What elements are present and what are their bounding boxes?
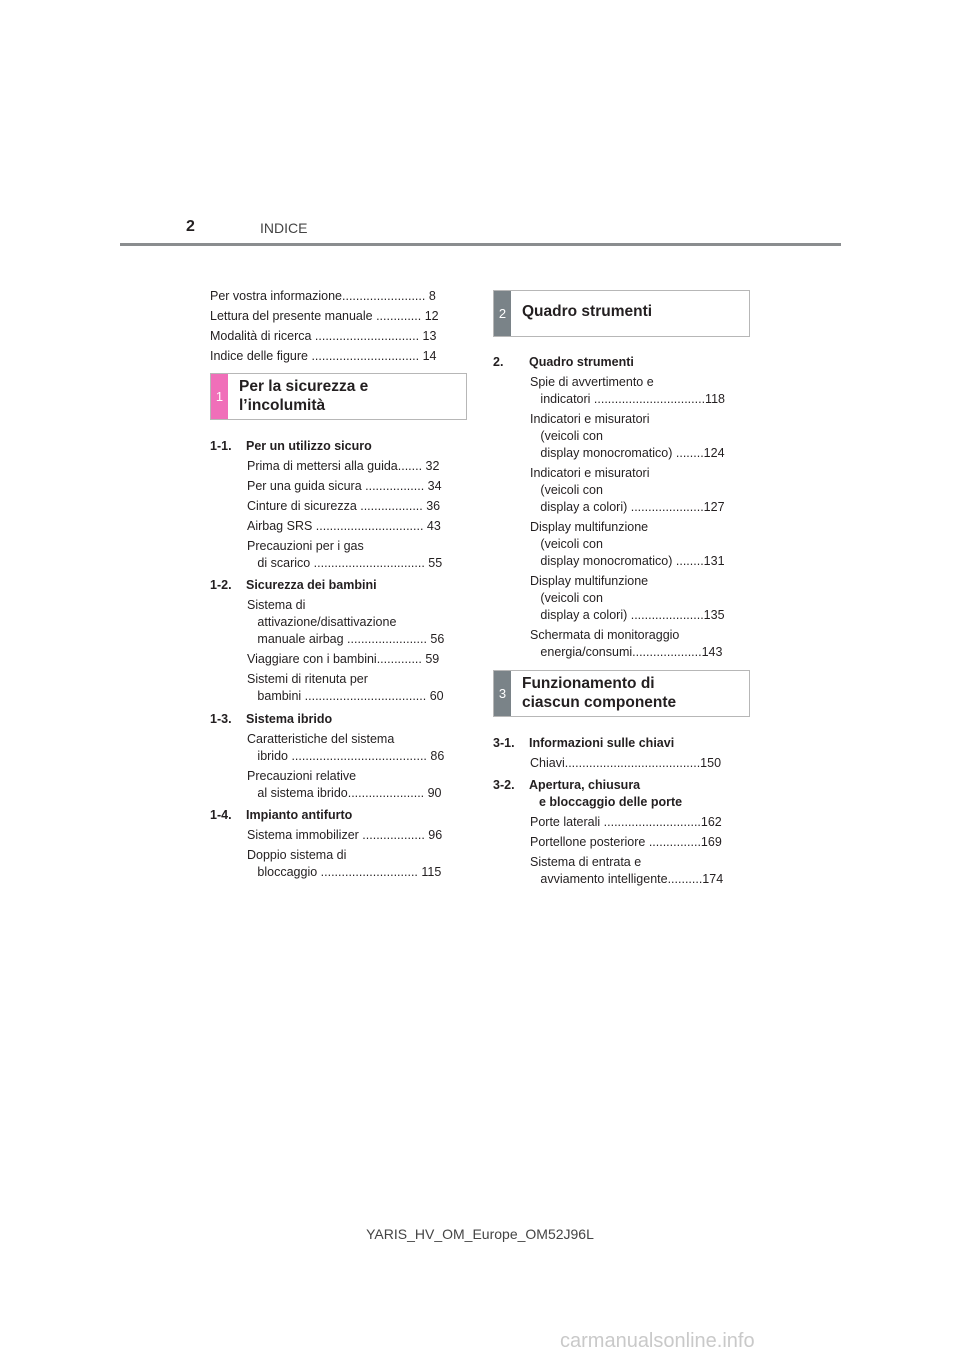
- toc-entry[interactable]: Lettura del presente manuale ............. 12: [210, 309, 439, 323]
- toc-entry[interactable]: Per una guida sicura ................. 34: [247, 479, 442, 493]
- section-number: 3-2.: [493, 778, 515, 792]
- toc-entry[interactable]: Display multifunzione: [530, 520, 649, 534]
- chapter-2-tab: 2: [494, 291, 511, 336]
- toc-entry[interactable]: Viaggiare con i bambini............. 59: [247, 652, 440, 666]
- chapter-2-box[interactable]: [493, 290, 750, 337]
- section-number: 1-3.: [210, 712, 232, 726]
- section-title: Per un utilizzo sicuro: [246, 439, 372, 453]
- header-rule: [120, 243, 841, 246]
- document-code: YARIS_HV_OM_Europe_OM52J96L: [366, 1226, 594, 1242]
- toc-entry[interactable]: display monocromatico) ........131: [530, 554, 725, 568]
- section-title: Impianto antifurto: [246, 808, 353, 822]
- toc-entry[interactable]: Schermata di monitoraggio: [530, 628, 680, 642]
- toc-entry[interactable]: Cinture di sicurezza .................. 36: [247, 499, 441, 513]
- toc-entry[interactable]: di scarico ................................ 55: [247, 556, 443, 570]
- toc-entry[interactable]: Sistema di: [247, 598, 306, 612]
- section-number: 3-1.: [493, 736, 515, 750]
- toc-entry[interactable]: Precauzioni per i gas: [247, 539, 364, 553]
- section-heading[interactable]: [210, 808, 352, 822]
- toc-entry[interactable]: Indice delle figure ............................... 14: [210, 349, 437, 363]
- section-number: 1-4.: [210, 808, 232, 822]
- toc-entry[interactable]: display monocromatico) ........124: [530, 446, 725, 460]
- toc-entry[interactable]: Indicatori e misuratori: [530, 466, 650, 480]
- chapter-1-title-line1: Per la sicurezza e: [239, 378, 369, 395]
- section-heading[interactable]: [493, 736, 674, 750]
- chapter-2-title: Quadro strumenti: [522, 303, 653, 320]
- toc-entry[interactable]: attivazione/disattivazione: [247, 615, 397, 629]
- toc-entry[interactable]: Airbag SRS ............................... 43: [247, 519, 441, 533]
- toc-entry[interactable]: display a colori) .....................135: [530, 608, 725, 622]
- toc-entry[interactable]: Sistema di entrata e: [530, 855, 642, 869]
- section-title: Informazioni sulle chiavi: [529, 736, 675, 750]
- toc-entry[interactable]: Indicatori e misuratori: [530, 412, 650, 426]
- section-heading[interactable]: [210, 439, 372, 453]
- toc-entry[interactable]: Modalità di ricerca .............................. 13: [210, 329, 437, 343]
- chapter-1-box[interactable]: [210, 373, 467, 420]
- toc-entry[interactable]: al sistema ibrido...................... 90: [247, 786, 442, 800]
- section-heading[interactable]: [210, 578, 377, 592]
- chapter-3-title-line2: ciascun componente: [522, 694, 677, 711]
- toc-entry[interactable]: avviamento intelligente..........174: [530, 872, 724, 886]
- toc-entry[interactable]: Spie di avvertimento e: [530, 375, 654, 389]
- chapter-3-title-line1: Funzionamento di: [522, 675, 655, 692]
- toc-entry[interactable]: Porte laterali ............................162: [530, 815, 722, 829]
- section-number: 2.: [493, 355, 504, 369]
- toc-entry[interactable]: Caratteristiche del sistema: [247, 732, 395, 746]
- toc-entry[interactable]: (veicoli con: [530, 537, 603, 551]
- section-number: 1-2.: [210, 578, 232, 592]
- toc-entry[interactable]: Sistema immobilizer .................. 96: [247, 828, 443, 842]
- chapter-3-tab: 3: [494, 671, 511, 716]
- toc-entry[interactable]: (veicoli con: [530, 483, 603, 497]
- toc-entry[interactable]: bambini ................................... 60: [247, 689, 444, 703]
- section-title-continued[interactable]: e bloccaggio delle porte: [539, 795, 683, 809]
- section-number: 1-1.: [210, 439, 232, 453]
- toc-entry[interactable]: (veicoli con: [530, 429, 603, 443]
- section-heading[interactable]: [493, 778, 640, 792]
- toc-entry[interactable]: Portellone posteriore ...............169: [530, 835, 722, 849]
- toc-entry[interactable]: Display multifunzione: [530, 574, 649, 588]
- toc-entry[interactable]: (veicoli con: [530, 591, 603, 605]
- page-number: 2: [186, 218, 195, 235]
- toc-entry[interactable]: indicatori ................................118: [530, 392, 725, 406]
- header-title: INDICE: [260, 220, 308, 236]
- section-title: Sicurezza dei bambini: [246, 578, 377, 592]
- section-title: Sistema ibrido: [246, 712, 333, 726]
- toc-entry[interactable]: Sistemi di ritenuta per: [247, 672, 368, 686]
- section-heading[interactable]: [210, 712, 332, 726]
- section-title: Apertura, chiusura: [529, 778, 641, 792]
- toc-entry[interactable]: energia/consumi....................143: [530, 645, 723, 659]
- toc-entry[interactable]: Precauzioni relative: [247, 769, 357, 783]
- toc-entry[interactable]: Chiavi.......................................150: [530, 756, 722, 770]
- toc-entry[interactable]: bloccaggio ............................ 115: [247, 865, 442, 879]
- toc-entry[interactable]: Per vostra informazione........................ 8: [210, 289, 436, 303]
- toc-entry[interactable]: ibrido ....................................... 86: [247, 749, 445, 763]
- chapter-1-title-line2: l’incolumità: [239, 397, 326, 414]
- section-title: Quadro strumenti: [529, 355, 634, 369]
- toc-entry[interactable]: Doppio sistema di: [247, 848, 347, 862]
- section-heading[interactable]: [493, 355, 634, 369]
- toc-entry[interactable]: display a colori) .....................127: [530, 500, 725, 514]
- watermark: carmanualsonline.info: [560, 1330, 755, 1352]
- chapter-1-tab: 1: [211, 374, 228, 419]
- toc-entry[interactable]: manuale airbag ....................... 56: [247, 632, 445, 646]
- toc-entry[interactable]: Prima di mettersi alla guida....... 32: [247, 459, 440, 473]
- chapter-3-box[interactable]: [493, 670, 750, 717]
